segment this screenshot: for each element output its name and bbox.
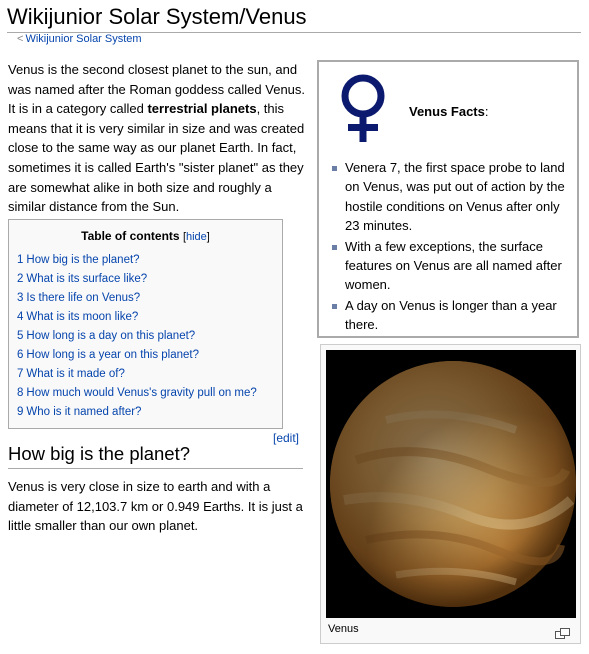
toc-hide-bracket-open: [ [182,231,186,243]
back-arrow: < [17,33,24,45]
toc-item[interactable] [17,384,274,403]
toc-number: 7 [17,368,24,380]
image-caption: Venus [328,623,359,635]
toc-label: What is its surface like? [26,273,148,285]
venus-symbol-icon [335,72,391,149]
toc-item[interactable] [17,289,274,308]
toc-hide-bracket-close: ] [206,231,210,243]
intro-text-1: Venus is the second closest planet to the sun, and was named after the Roman goddess called Venus. It is in a category called [8,62,306,117]
toc-link-2[interactable] [17,273,147,285]
section-heading: How big is the planet? [8,443,303,469]
table-of-contents [8,219,283,429]
toc-number: 9 [17,406,24,418]
toc-header [17,229,274,243]
toc-number: 5 [17,330,24,342]
venus-facts-box [317,60,579,338]
toc-item[interactable] [17,251,274,270]
facts-list [329,158,573,336]
toc-label: How long is a day on this planet? [26,330,196,342]
toc-link-9[interactable] [17,406,141,418]
toc-item[interactable] [17,308,274,327]
venus-image-thumbnail [320,344,581,644]
parent-page-link[interactable]: Wikijunior Solar System [25,33,142,45]
terrestrial-planets-bold: terrestrial planets [147,101,257,117]
toc-link-7[interactable] [17,368,125,380]
intro-text-2: , this means that it is very similar in size and was created close to the same way as our planet Earth. In fact, sometimes it is called Earth's "sister planet" as they are somewhat alike in both size and roughly a similar distance from the Sun. [8,101,305,215]
toc-title: Table of contents [81,229,180,243]
toc-item[interactable] [17,327,274,346]
toc-item[interactable] [17,270,274,289]
toc-label: What is it made of? [26,368,125,380]
facts-title [409,104,489,119]
toc-link-5[interactable] [17,330,195,342]
venus-image[interactable] [326,350,576,618]
toc-number: 6 [17,349,24,361]
breadcrumb [17,33,142,45]
fact-item: A day on Venus is longer than a year there. [329,296,573,335]
fact-item: Venera 7, the first space probe to land on Venus, was put out of action by the hostile conditions on Venus after only 23 minutes. [329,158,573,236]
section-paragraph: Venus is very close in size to earth and with a diameter of 12,103.7 km or 0.949 Earths. It is just a little smaller than our own planet. [8,479,303,534]
section-edit-link[interactable]: [edit] [273,431,300,445]
fact-item: With a few exceptions, the surface features on Venus are all named after women. [329,237,573,295]
toc-link-4[interactable] [17,311,138,323]
toc-label: Is there life on Venus? [26,292,141,304]
toc-label: How big is the planet? [26,254,140,266]
toc-item[interactable] [17,346,274,365]
toc-list [17,251,274,422]
toc-hide-wrapper [183,231,210,243]
toc-item[interactable] [17,365,274,384]
toc-label: What is its moon like? [26,311,139,323]
toc-label: How long is a year on this planet? [26,349,200,361]
page-title: Wikijunior Solar System/Venus [7,4,581,33]
toc-link-3[interactable] [17,292,140,304]
toc-number: 4 [17,311,24,323]
facts-title-text: Venus Facts [409,104,485,119]
toc-hide-link[interactable]: hide [186,231,207,243]
toc-link-6[interactable] [17,349,199,361]
toc-label: How much would Venus's gravity pull on me? [26,387,257,399]
toc-link-1[interactable] [17,254,140,266]
toc-number: 3 [17,292,24,304]
toc-number: 2 [17,273,24,285]
intro-paragraph [8,60,312,217]
toc-number: 1 [17,254,24,266]
toc-number: 8 [17,387,24,399]
toc-item[interactable] [17,403,274,422]
toc-link-8[interactable] [17,387,257,399]
toc-label: Who is it named after? [26,406,142,418]
facts-title-colon: : [484,104,489,119]
magnify-icon[interactable] [555,626,570,644]
